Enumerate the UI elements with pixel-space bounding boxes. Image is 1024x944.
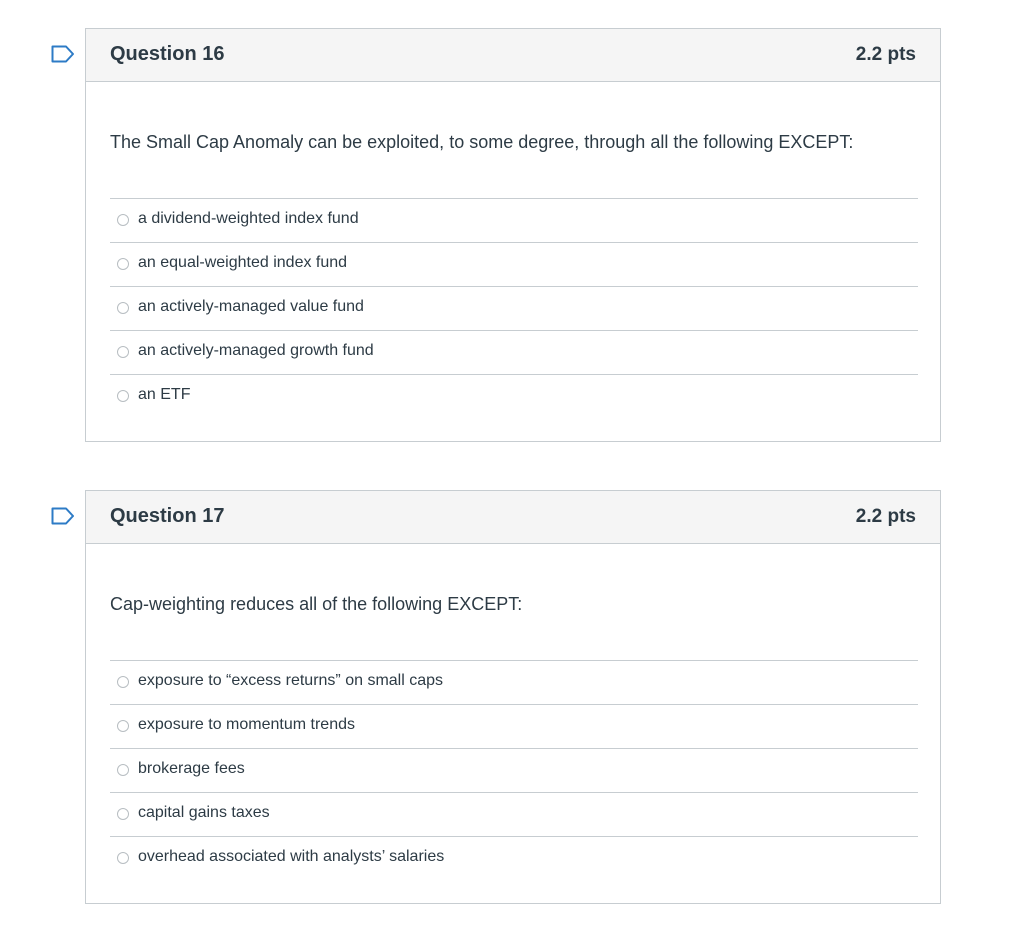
- radio-button[interactable]: [117, 808, 129, 820]
- radio-button[interactable]: [117, 346, 129, 358]
- radio-button[interactable]: [117, 258, 129, 270]
- question-header: [86, 29, 940, 82]
- answer-option[interactable]: [110, 243, 918, 287]
- answer-option[interactable]: [110, 837, 918, 880]
- question-prompt: Cap-weighting reduces all of the following EXCEPT:: [110, 594, 523, 614]
- question-card: [85, 490, 941, 904]
- radio-button[interactable]: [117, 852, 129, 864]
- question-header: [86, 491, 940, 544]
- question-points: 2.2 pts: [855, 506, 916, 527]
- answer-option[interactable]: [110, 375, 918, 418]
- radio-button[interactable]: [117, 302, 129, 314]
- radio-button[interactable]: [117, 390, 129, 402]
- answer-label: exposure to “excess returns” on small caps: [138, 672, 444, 689]
- radio-button[interactable]: [117, 764, 129, 776]
- question-card: [85, 28, 941, 442]
- radio-button[interactable]: [117, 214, 129, 226]
- answer-option[interactable]: [110, 749, 918, 793]
- answer-label: an actively-managed value fund: [138, 298, 364, 315]
- question-points: 2.2 pts: [855, 44, 916, 65]
- answer-label: exposure to momentum trends: [138, 716, 355, 733]
- answer-label: capital gains taxes: [138, 804, 270, 821]
- answer-option[interactable]: [110, 793, 918, 837]
- answer-option[interactable]: [110, 287, 918, 331]
- flag-question-icon[interactable]: [51, 507, 75, 525]
- answer-option[interactable]: [110, 705, 918, 749]
- question-title: Question 17: [110, 505, 225, 527]
- answer-label: overhead associated with analysts’ salaries: [138, 848, 445, 865]
- answer-list: [110, 198, 918, 418]
- question-prompt: The Small Cap Anomaly can be exploited, to some degree, through all the following EXCEPT:: [110, 132, 854, 152]
- radio-button[interactable]: [117, 676, 129, 688]
- answer-label: an actively-managed growth fund: [138, 342, 374, 359]
- answer-list: [110, 660, 918, 880]
- answer-option[interactable]: [110, 661, 918, 705]
- radio-button[interactable]: [117, 720, 129, 732]
- flag-question-icon[interactable]: [51, 45, 75, 63]
- answer-option[interactable]: [110, 331, 918, 375]
- answer-label: an equal-weighted index fund: [138, 254, 348, 271]
- answer-label: a dividend-weighted index fund: [138, 210, 359, 227]
- answer-label: an ETF: [138, 386, 191, 403]
- answer-option[interactable]: [110, 199, 918, 243]
- question-title: Question 16: [110, 43, 225, 65]
- answer-label: brokerage fees: [138, 760, 245, 777]
